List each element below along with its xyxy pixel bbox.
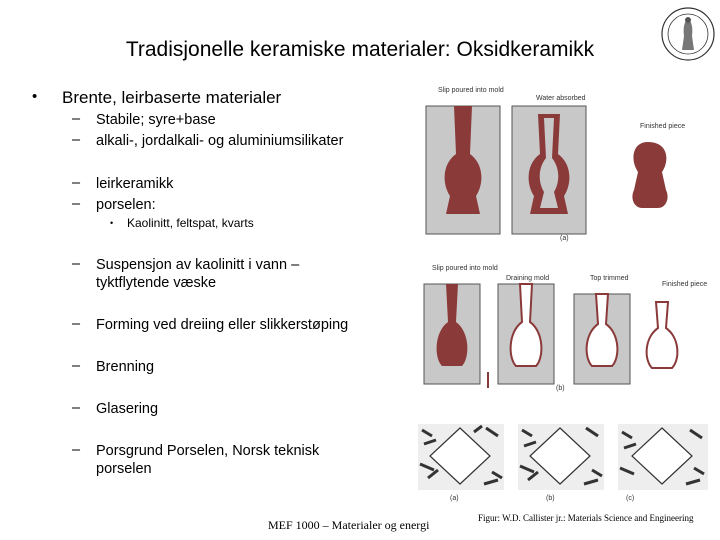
fig-a-label-finished: Finished piece (640, 123, 686, 130)
fig-c-caption-a: (a) (450, 495, 459, 502)
fig-c-caption-c: (c) (626, 495, 635, 502)
list-item-stabile: Stabile; syre+base (96, 112, 216, 128)
dash-marker: – (72, 256, 81, 272)
bullet-marker: • (32, 88, 38, 105)
fig-b-label-slip: Slip poured into mold (432, 265, 498, 272)
dash-marker: – (72, 316, 81, 332)
dash-marker: – (72, 175, 81, 191)
slide-title: Tradisjonelle keramiske materialer: Oksidkeramikk (125, 38, 595, 61)
microstructure-a (418, 424, 504, 490)
list-item-leirkeramikk: leirkeramikk (96, 176, 174, 192)
fig-b-label-trimmed: Top trimmed (590, 275, 629, 282)
dash-marker: – (72, 358, 81, 374)
list-item-forming: Forming ved dreiing eller slikkerstøping (96, 317, 349, 333)
list-item-silikater: alkali-, jordalkali- og aluminiumsilikater (96, 133, 344, 149)
dash-marker: – (72, 111, 81, 127)
figure-credit: Figur: W.D. Callister jr.: Materials Science and Engineering (478, 513, 694, 523)
list-item-brenning: Brenning (96, 359, 155, 375)
list-item-porsgrund: Porsgrund Porselen, Norsk teknisk porselen (96, 443, 320, 477)
university-seal-icon (660, 6, 716, 62)
microstructure-b (518, 424, 604, 490)
fig-a-caption: (a) (560, 235, 569, 242)
fig-b-label-finished: Finished piece (662, 281, 708, 288)
drain-casting-figure-b (418, 262, 714, 398)
fig-a-label-slip: Slip poured into mold (438, 87, 504, 94)
list-item-porselen: porselen: (96, 197, 156, 213)
list-item-suspensjon: Suspensjon av kaolinitt i vann – tyktflytende væske (96, 257, 300, 291)
dash-marker: – (72, 196, 81, 212)
fig-c-caption-b: (b) (546, 495, 555, 502)
microstructure-figure-c (414, 418, 714, 504)
sub-bullet-marker: • (110, 218, 114, 228)
list-item-glasering: Glasering (96, 401, 159, 417)
slip-casting-figure-a (418, 84, 714, 244)
main-bullet: Brente, leirbaserte materialer (62, 88, 282, 107)
slide-footer: MEF 1000 – Materialer og energi (268, 518, 430, 532)
fig-a-label-water: Water absorbed (536, 95, 586, 102)
sub-item-kaolinitt: Kaolinitt, feltspat, kvarts (127, 216, 254, 230)
dash-marker: – (72, 400, 81, 416)
fig-b-caption: (b) (556, 385, 565, 392)
microstructure-c (618, 424, 708, 490)
fig-b-label-draining: Draining mold (506, 275, 550, 282)
dash-marker: – (72, 132, 81, 148)
dash-marker: – (72, 442, 81, 458)
